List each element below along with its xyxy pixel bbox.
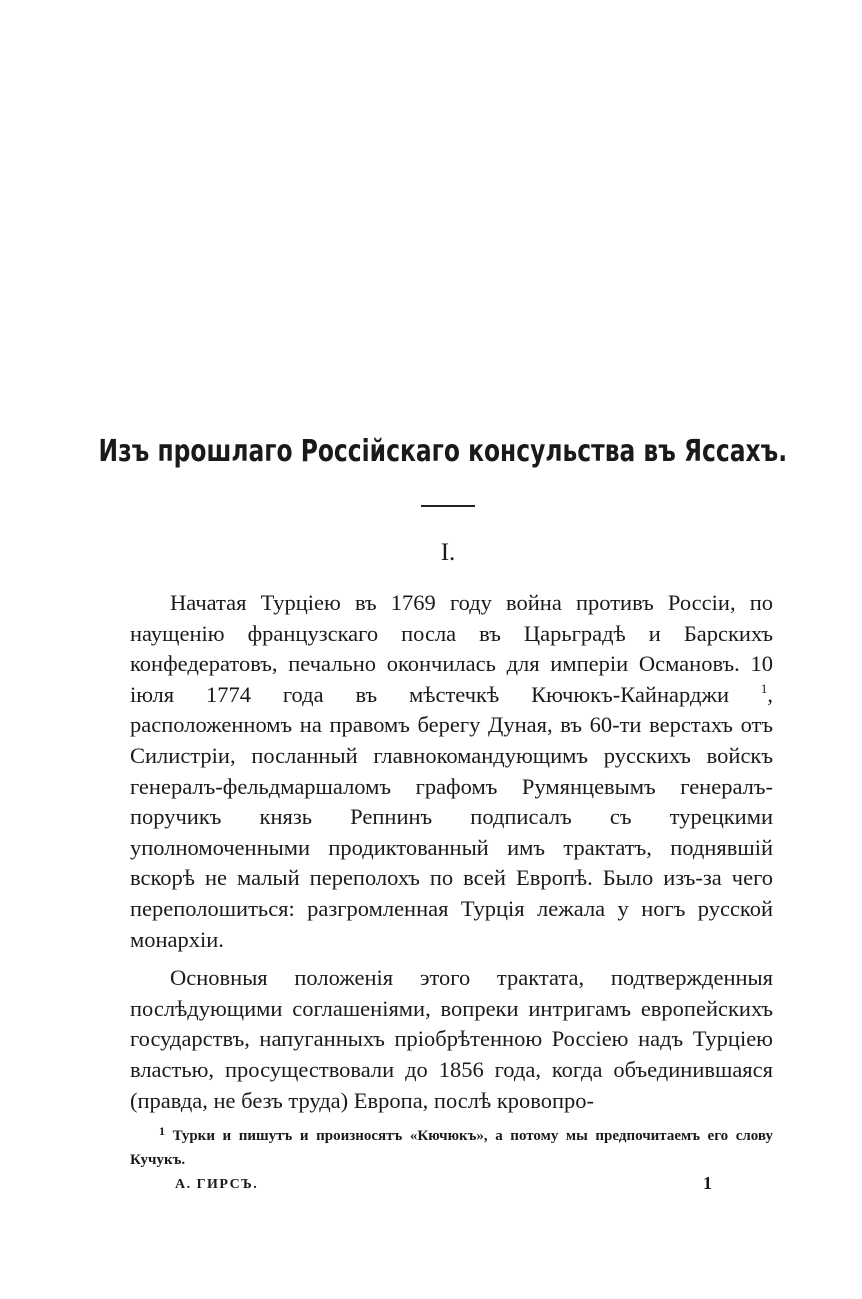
footnote bbox=[130, 1124, 773, 1172]
paragraph-1 bbox=[130, 588, 773, 955]
chapter-title: Изъ прошлаго Россійскаго консульства въ Яссахъ. bbox=[98, 434, 788, 469]
section-numeral: I. bbox=[440, 539, 456, 566]
paragraph-2: Основныя положенія этого трактата, подтвержденныя послѣдующими соглашеніями, вопреки интригамъ европейскихъ государствъ, напуганныхъ пріобрѣтенною Россіею надъ Турціею властью, просуществовали до 1856 года, когда объединившаяся (правда, не безъ труда) Европа, послѣ кровопро- bbox=[130, 965, 773, 1113]
signature: А. ГИРСЪ. bbox=[175, 1177, 259, 1192]
paragraph-1-part-b: , расположенномъ на правомъ берегу Дуная, въ 60-ти верстахъ отъ Силистріи, посланный главнокомандующимъ русскихъ войскъ генералъ-фельдмаршаломъ графомъ Румянцевымъ генералъ-поручикъ князь Репнинъ подписалъ съ турецкими уполномоченными продиктованный имъ трактатъ, поднявшій вскорѣ не малый переполохъ по всей Европѣ. Было изъ-за чего переполошиться: разгромленная Турція лежала у ногъ русской монархіи. bbox=[130, 681, 773, 952]
footnote-text: Турки и пишутъ и произносятъ «Кючюкъ», а потому мы предпочитаемъ его слову Кучукъ. bbox=[130, 1128, 774, 1168]
footnote-reference: 1 bbox=[760, 680, 768, 696]
paragraph-1-part-a: Начатая Турціею въ 1769 году война противъ Россіи, по наущенію французскаго посла въ Царьградѣ и Барскихъ конфедератовъ, печально окончилась для имперіи Османовъ. 10 іюля 1774 года въ мѣстечкѣ Кючюкъ-Кайнарджи bbox=[130, 590, 773, 707]
title-divider bbox=[421, 505, 475, 507]
page-number: 1 bbox=[703, 1173, 712, 1193]
body-text bbox=[130, 588, 773, 1124]
footnote-number: 1 bbox=[159, 1124, 165, 1138]
